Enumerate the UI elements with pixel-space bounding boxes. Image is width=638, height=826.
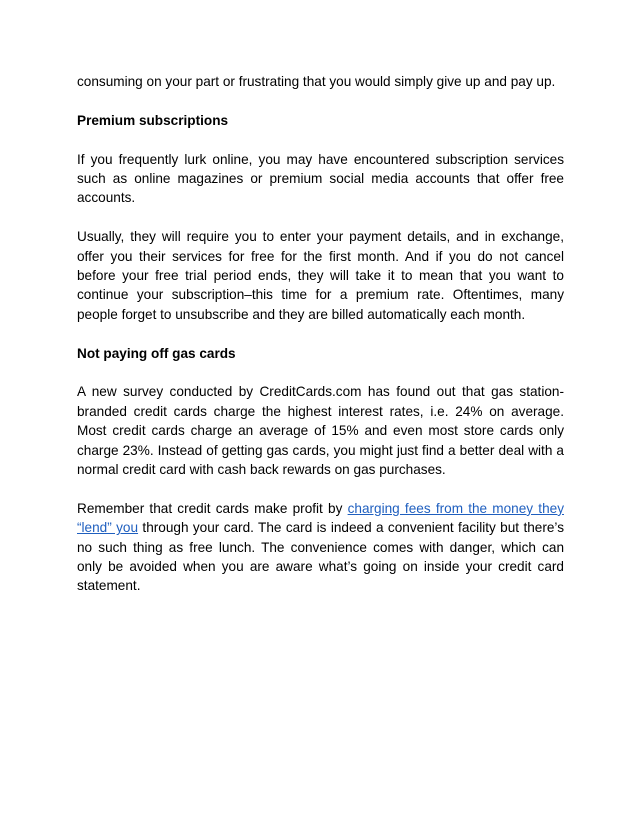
heading-premium-subscriptions: Premium subscriptions bbox=[77, 112, 229, 128]
paragraph-remember-after: through your card. The card is indeed a convenient facility but there’s no such thing as free lunch. The convenience comes with danger, which can only be avoided when you are aware what’s going on inside your credit card statement. bbox=[77, 520, 564, 594]
document-page bbox=[77, 72, 564, 615]
paragraph-gas-1: A new survey conducted by CreditCards.com has found out that gas station-branded credit cards charge the highest interest rates, i.e. 24% on average. Most credit cards charge an average of 15% and even most store cards only charge 23%. Instead of getting gas cards, you might just find a better deal with a normal credit card with cash back rewards on gas purchases. bbox=[77, 384, 564, 478]
charging-fees-link[interactable]: charging fees from the money they “lend” you bbox=[77, 500, 564, 536]
paragraph-remember-before: Remember that credit cards make profit by bbox=[77, 500, 348, 516]
heading-gas-cards: Not paying off gas cards bbox=[77, 345, 236, 361]
paragraph-premium-1: If you frequently lurk online, you may have encountered subscription services such as online magazines or premium social media accounts that offer free accounts. bbox=[77, 151, 564, 206]
paragraph-remember bbox=[77, 499, 564, 596]
paragraph-premium-2: Usually, they will require you to enter your payment details, and in exchange, offer you their services for free for the first month. And if you do not cancel before your free trial period ends, they will take it to mean that you want to continue your subscription–this time for a premium rate. Oftentimes, many people forget to unsubscribe and they are billed automatically each month. bbox=[77, 229, 564, 322]
paragraph-intro-end: consuming on your part or frustrating that you would simply give up and pay up. bbox=[77, 74, 556, 89]
